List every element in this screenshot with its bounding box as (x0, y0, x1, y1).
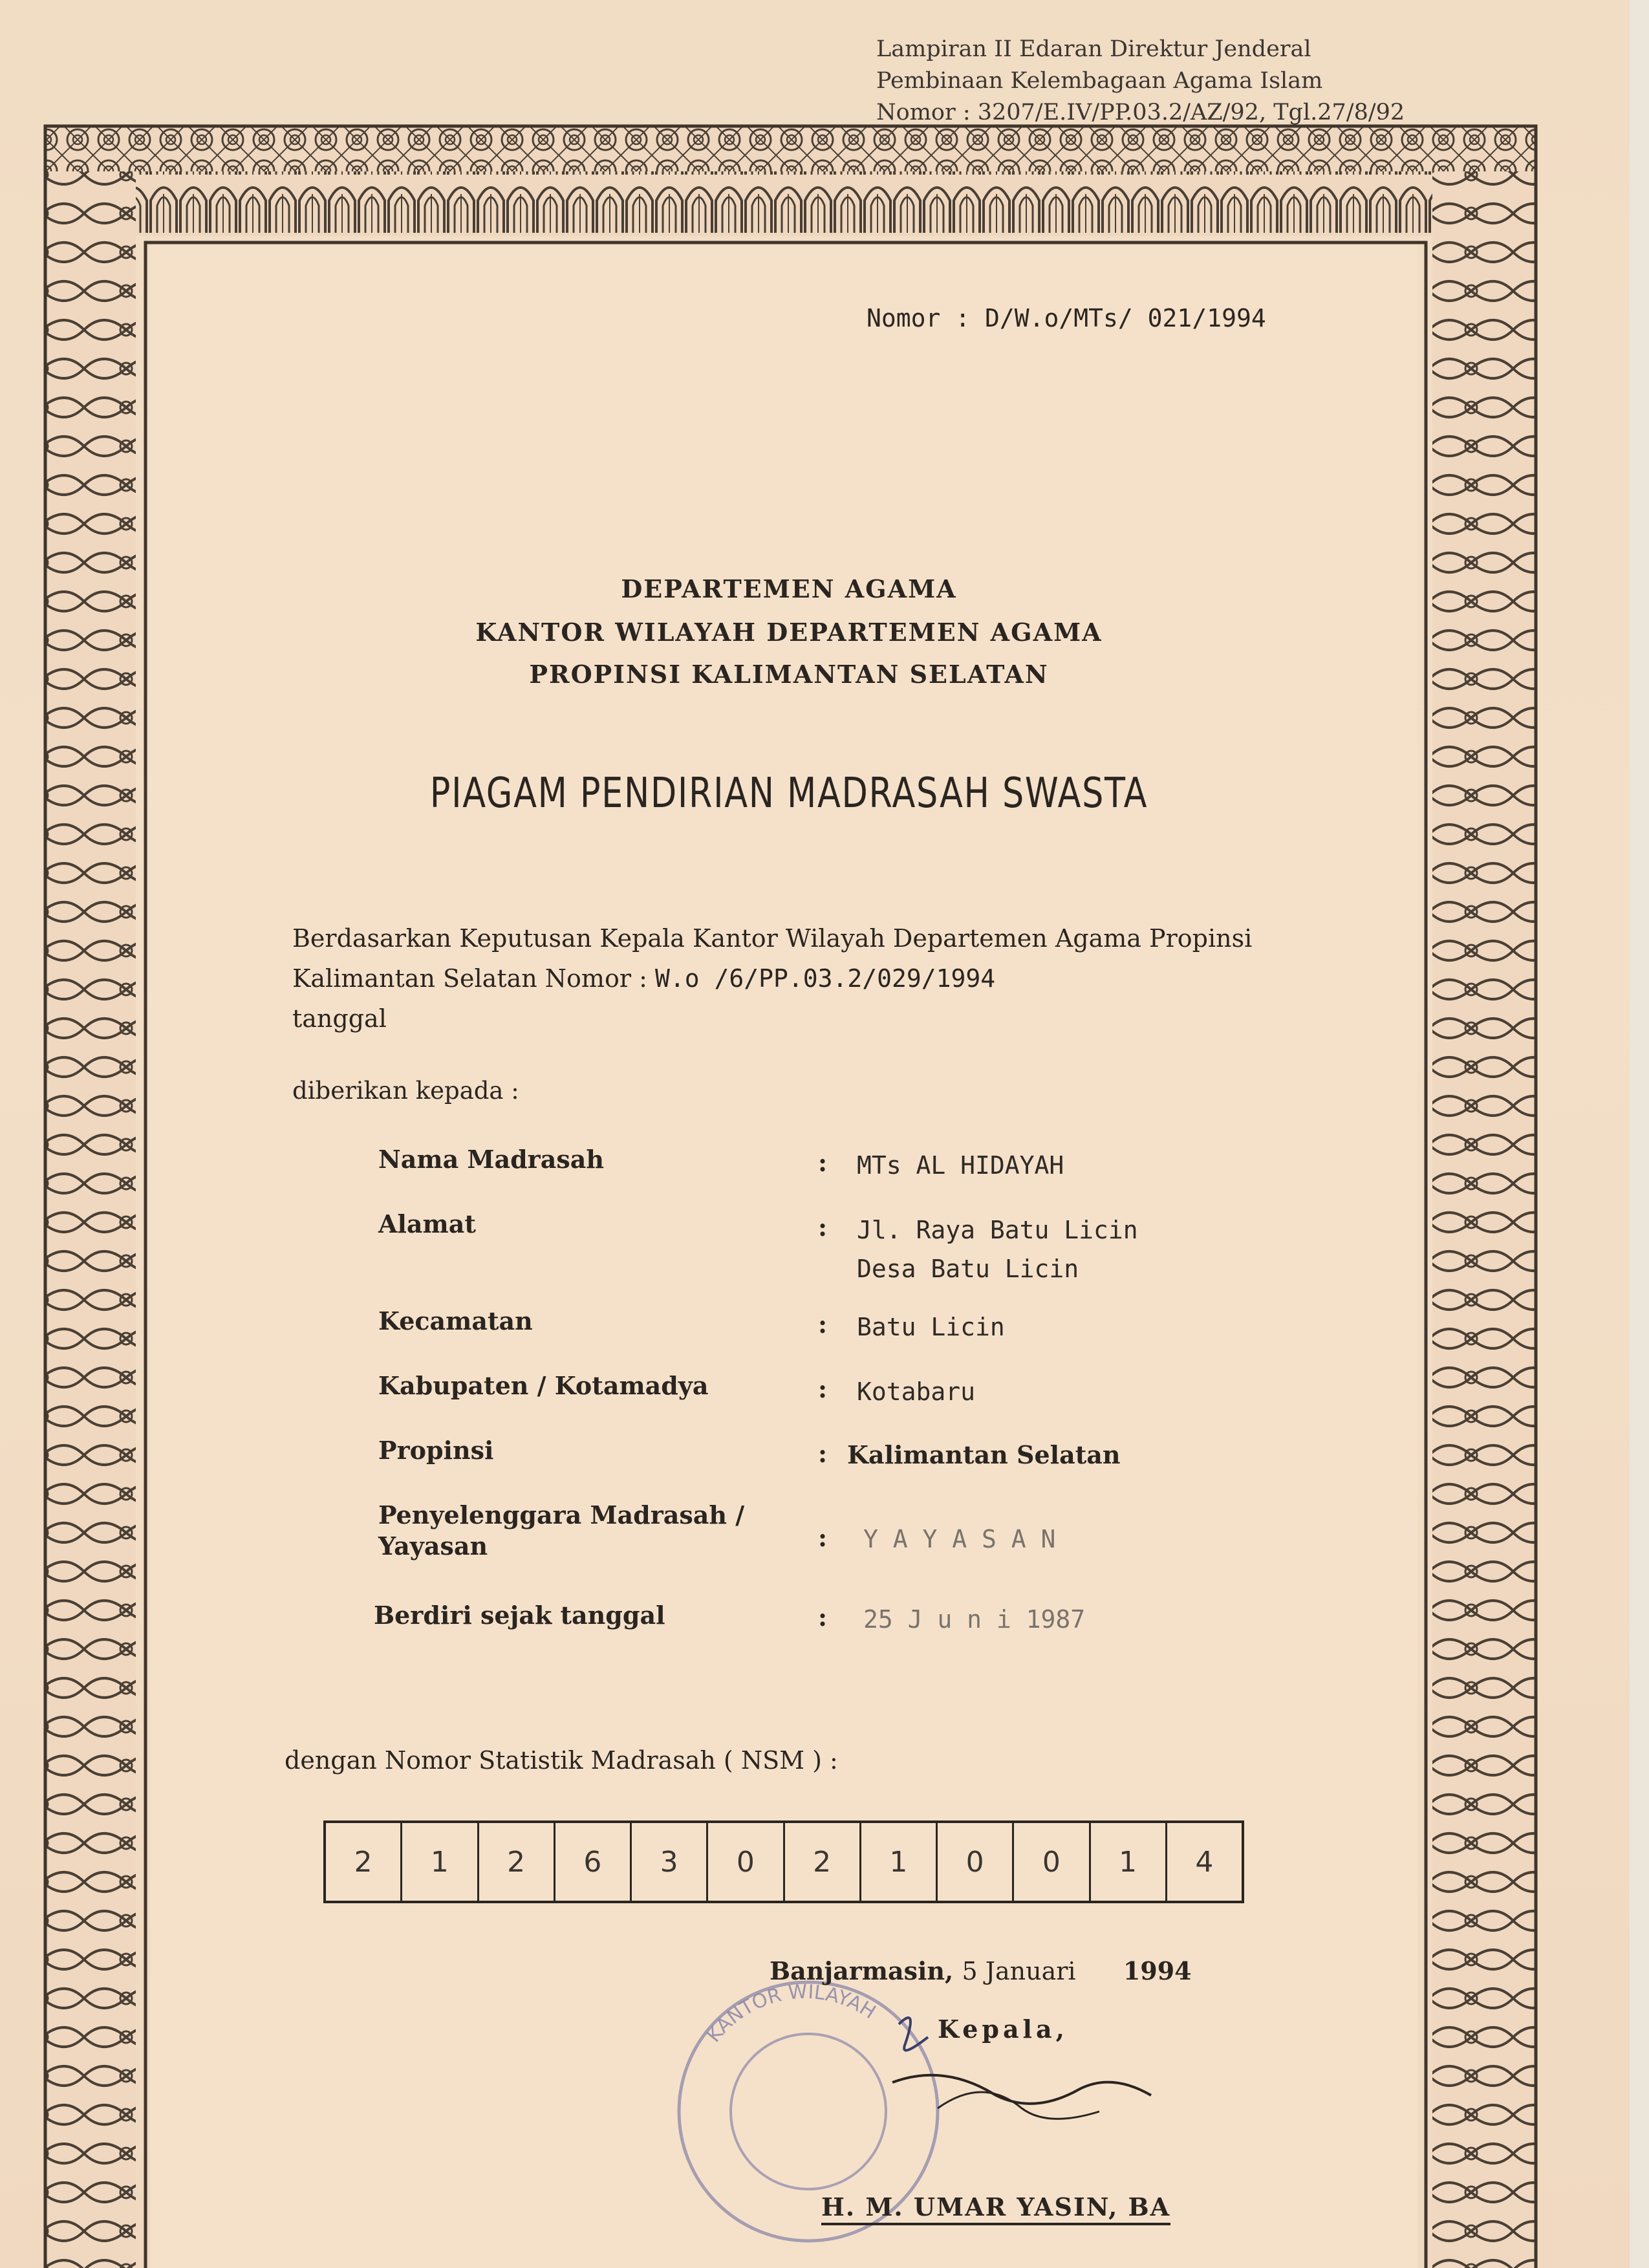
field-label-madrasah-name: Nama Madrasah (378, 1145, 604, 1174)
field-value-madrasah-name: MTs AL HIDAYAH (857, 1151, 1064, 1180)
colon: : (818, 1439, 828, 1468)
nsm-digit: 2 (326, 1823, 402, 1901)
field-value-province: Kalimantan Selatan (847, 1440, 1121, 1469)
field-value-address-line-1: Jl. Raya Batu Licin (857, 1216, 1138, 1244)
colon: : (818, 1213, 828, 1242)
field-label-district: Kecamatan (378, 1306, 533, 1335)
place-and-date (770, 1956, 1192, 1985)
nsm-digit: 0 (1014, 1823, 1090, 1901)
decree-number: W.o /6/PP.03.2/029/1994 (654, 964, 996, 993)
field-value-address-line-2: Desa Batu Licin (857, 1255, 1079, 1283)
date: 5 Januari (962, 1957, 1076, 1985)
year: 1994 (1123, 1956, 1192, 1985)
decree-date-label: tanggal (292, 1004, 387, 1033)
nsm-number-grid (323, 1820, 1244, 1903)
stamp-text: KANTOR WILAYAH (702, 1980, 880, 2047)
field-label-address: Alamat (378, 1209, 476, 1238)
field-label-organizer: Penyelenggara Madrasah / (378, 1500, 745, 1529)
nsm-digit: 0 (938, 1823, 1014, 1901)
nsm-digit: 0 (708, 1823, 784, 1901)
regional-office: KANTOR WILAYAH DEPARTEMEN AGAMA (475, 618, 1103, 647)
field-label-province: Propinsi (378, 1436, 494, 1465)
colon: : (818, 1310, 828, 1339)
decree-basis-text: Berdasarkan Keputusan Kepala Kantor Wilayah Departemen Agama Propinsi Kalimantan Selatan Nomor : (292, 924, 1253, 993)
colon: : (818, 1374, 828, 1403)
nsm-label: dengan Nomor Statistik Madrasah ( NSM ) : (285, 1746, 838, 1775)
field-value-district: Batu Licin (857, 1313, 1005, 1341)
field-value-organizer: Y A Y A S A N (863, 1525, 1056, 1553)
decree-basis (292, 918, 1340, 1039)
nsm-digit: 6 (555, 1823, 632, 1901)
handwritten-signature (867, 1998, 1164, 2147)
document-number: Nomor : D/W.o/MTs/ 021/1994 (867, 304, 1266, 332)
field-value-regency: Kotabaru (857, 1377, 976, 1406)
signatory-position: Kepala, (938, 2014, 1068, 2044)
nsm-digit: 2 (479, 1823, 555, 1901)
colon: : (818, 1603, 828, 1632)
field-label-organizer-line-2: Yayasan (378, 1531, 488, 1561)
nsm-digit: 1 (861, 1823, 938, 1901)
nsm-digit: 1 (402, 1823, 479, 1901)
nsm-digit: 4 (1195, 1845, 1214, 1879)
field-value-established: 25 J u n i 1987 (863, 1605, 1086, 1634)
official-name: H. M. UMAR YASIN, BA (821, 2192, 1170, 2225)
place: Banjarmasin, (770, 1956, 954, 1985)
colon: : (818, 1148, 828, 1177)
department-name: DEPARTEMEN AGAMA (621, 574, 957, 603)
attachment-note-line-2: Pembinaan Kelembagaan Agama Islam (876, 68, 1323, 94)
attachment-note-line-3: Nomor : 3207/E.IV/PP.03.2/AZ/92, Tgl.27/8/92 (876, 100, 1405, 125)
colon: : (818, 1523, 828, 1552)
given-to-label: diberikan kepada : (292, 1077, 519, 1105)
field-label-regency: Kabupaten / Kotamadya (378, 1371, 709, 1400)
certificate-title: PIAGAM PENDIRIAN MADRASAH SWASTA (429, 770, 1148, 817)
province-office: PROPINSI KALIMANTAN SELATAN (529, 660, 1049, 689)
attachment-note-line-1: Lampiran II Edaran Direktur Jenderal (876, 36, 1311, 62)
field-label-established: Berdiri sejak tanggal (374, 1601, 665, 1630)
nsm-digit: 2 (785, 1823, 861, 1901)
nsm-digit: 3 (632, 1823, 708, 1901)
nsm-digit: 1 (1091, 1823, 1167, 1901)
